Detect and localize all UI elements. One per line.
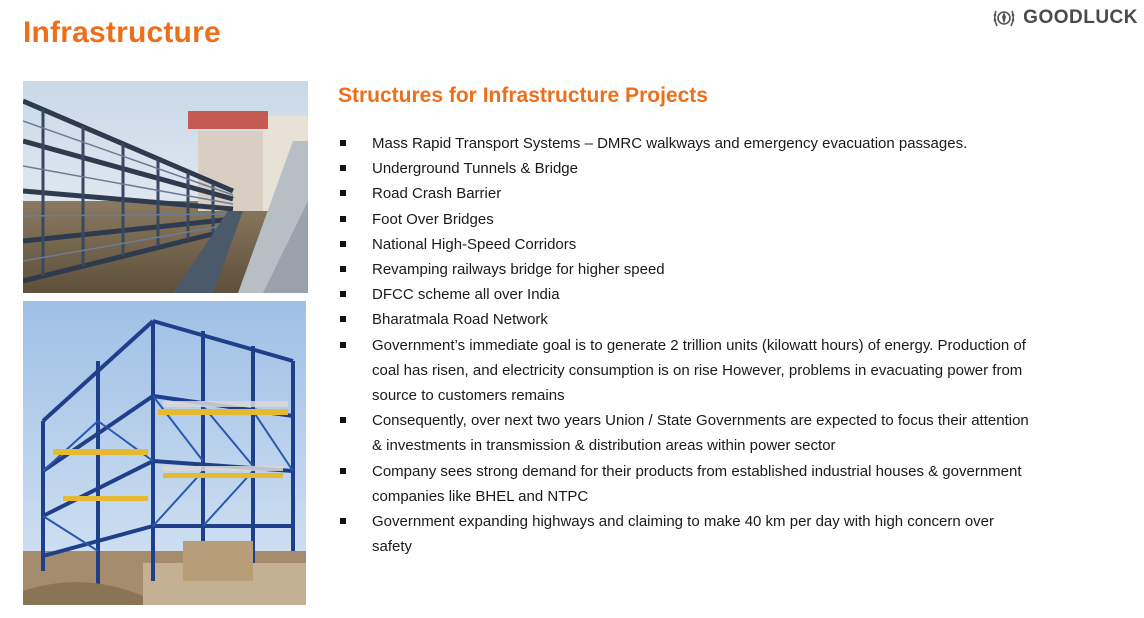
list-item — [338, 131, 1038, 156]
square-bullet-icon — [340, 241, 346, 247]
list-item-text: Government expanding highways and claiming to make 40 km per day with high concern over safety — [372, 513, 995, 556]
square-bullet-icon — [340, 342, 346, 348]
square-bullet-icon — [340, 266, 346, 272]
list-item — [338, 156, 1038, 181]
square-bullet-icon — [340, 417, 346, 423]
list-item-text: Underground Tunnels & Bridge — [372, 160, 578, 178]
square-bullet-icon — [340, 468, 346, 474]
list-item — [338, 257, 1038, 282]
list-item-text: Road Crash Barrier — [372, 185, 502, 203]
square-bullet-icon — [340, 165, 346, 171]
list-item-text: Mass Rapid Transport Systems – DMRC walkways and emergency evacuation passages. — [372, 135, 968, 152]
list-item-text: Company sees strong demand for their products from established industrial houses & government companies like BHEL and NTPC — [372, 462, 1022, 505]
list-item-text: Bharatmala Road Network — [372, 311, 548, 329]
square-bullet-icon — [340, 518, 346, 524]
logo-text: GOODLUCK — [1023, 7, 1138, 28]
page-title: Infrastructure — [23, 16, 221, 49]
steel-pipe-rack-photo — [23, 81, 308, 293]
square-bullet-icon — [340, 140, 346, 146]
laurel-wreath-icon — [991, 6, 1017, 30]
list-item — [338, 181, 1038, 206]
list-item — [338, 509, 1038, 559]
list-item-text: Government’s immediate goal is to generate 2 trillion units (kilowatt hours) of energy. Production of coal has risen, and electricity consumption is on rise However, problems in evacuating power from source to customers remains — [372, 336, 1026, 405]
square-bullet-icon — [340, 316, 346, 322]
list-item — [338, 459, 1038, 509]
square-bullet-icon — [340, 291, 346, 297]
bullet-list — [338, 131, 1038, 559]
list-item-text: DFCC scheme all over India — [372, 286, 560, 304]
list-item — [338, 207, 1038, 232]
list-item-text: National High-Speed Corridors — [372, 235, 577, 253]
square-bullet-icon — [340, 216, 346, 222]
company-logo — [991, 6, 1138, 30]
list-item — [338, 307, 1038, 332]
list-item — [338, 333, 1038, 409]
list-item-text: Foot Over Bridges — [372, 210, 494, 228]
list-item — [338, 408, 1038, 458]
square-bullet-icon — [340, 190, 346, 196]
list-item — [338, 232, 1038, 257]
list-item — [338, 282, 1038, 307]
list-item-text: Revamping railways bridge for higher speed — [372, 261, 665, 279]
list-item-text: Consequently, over next two years Union / State Governments are expected to focus their attention & investments in transmission & distribution areas within power sector — [372, 412, 1029, 455]
steel-structure-frame-photo — [23, 301, 306, 605]
section-title: Structures for Infrastructure Projects — [338, 84, 708, 107]
